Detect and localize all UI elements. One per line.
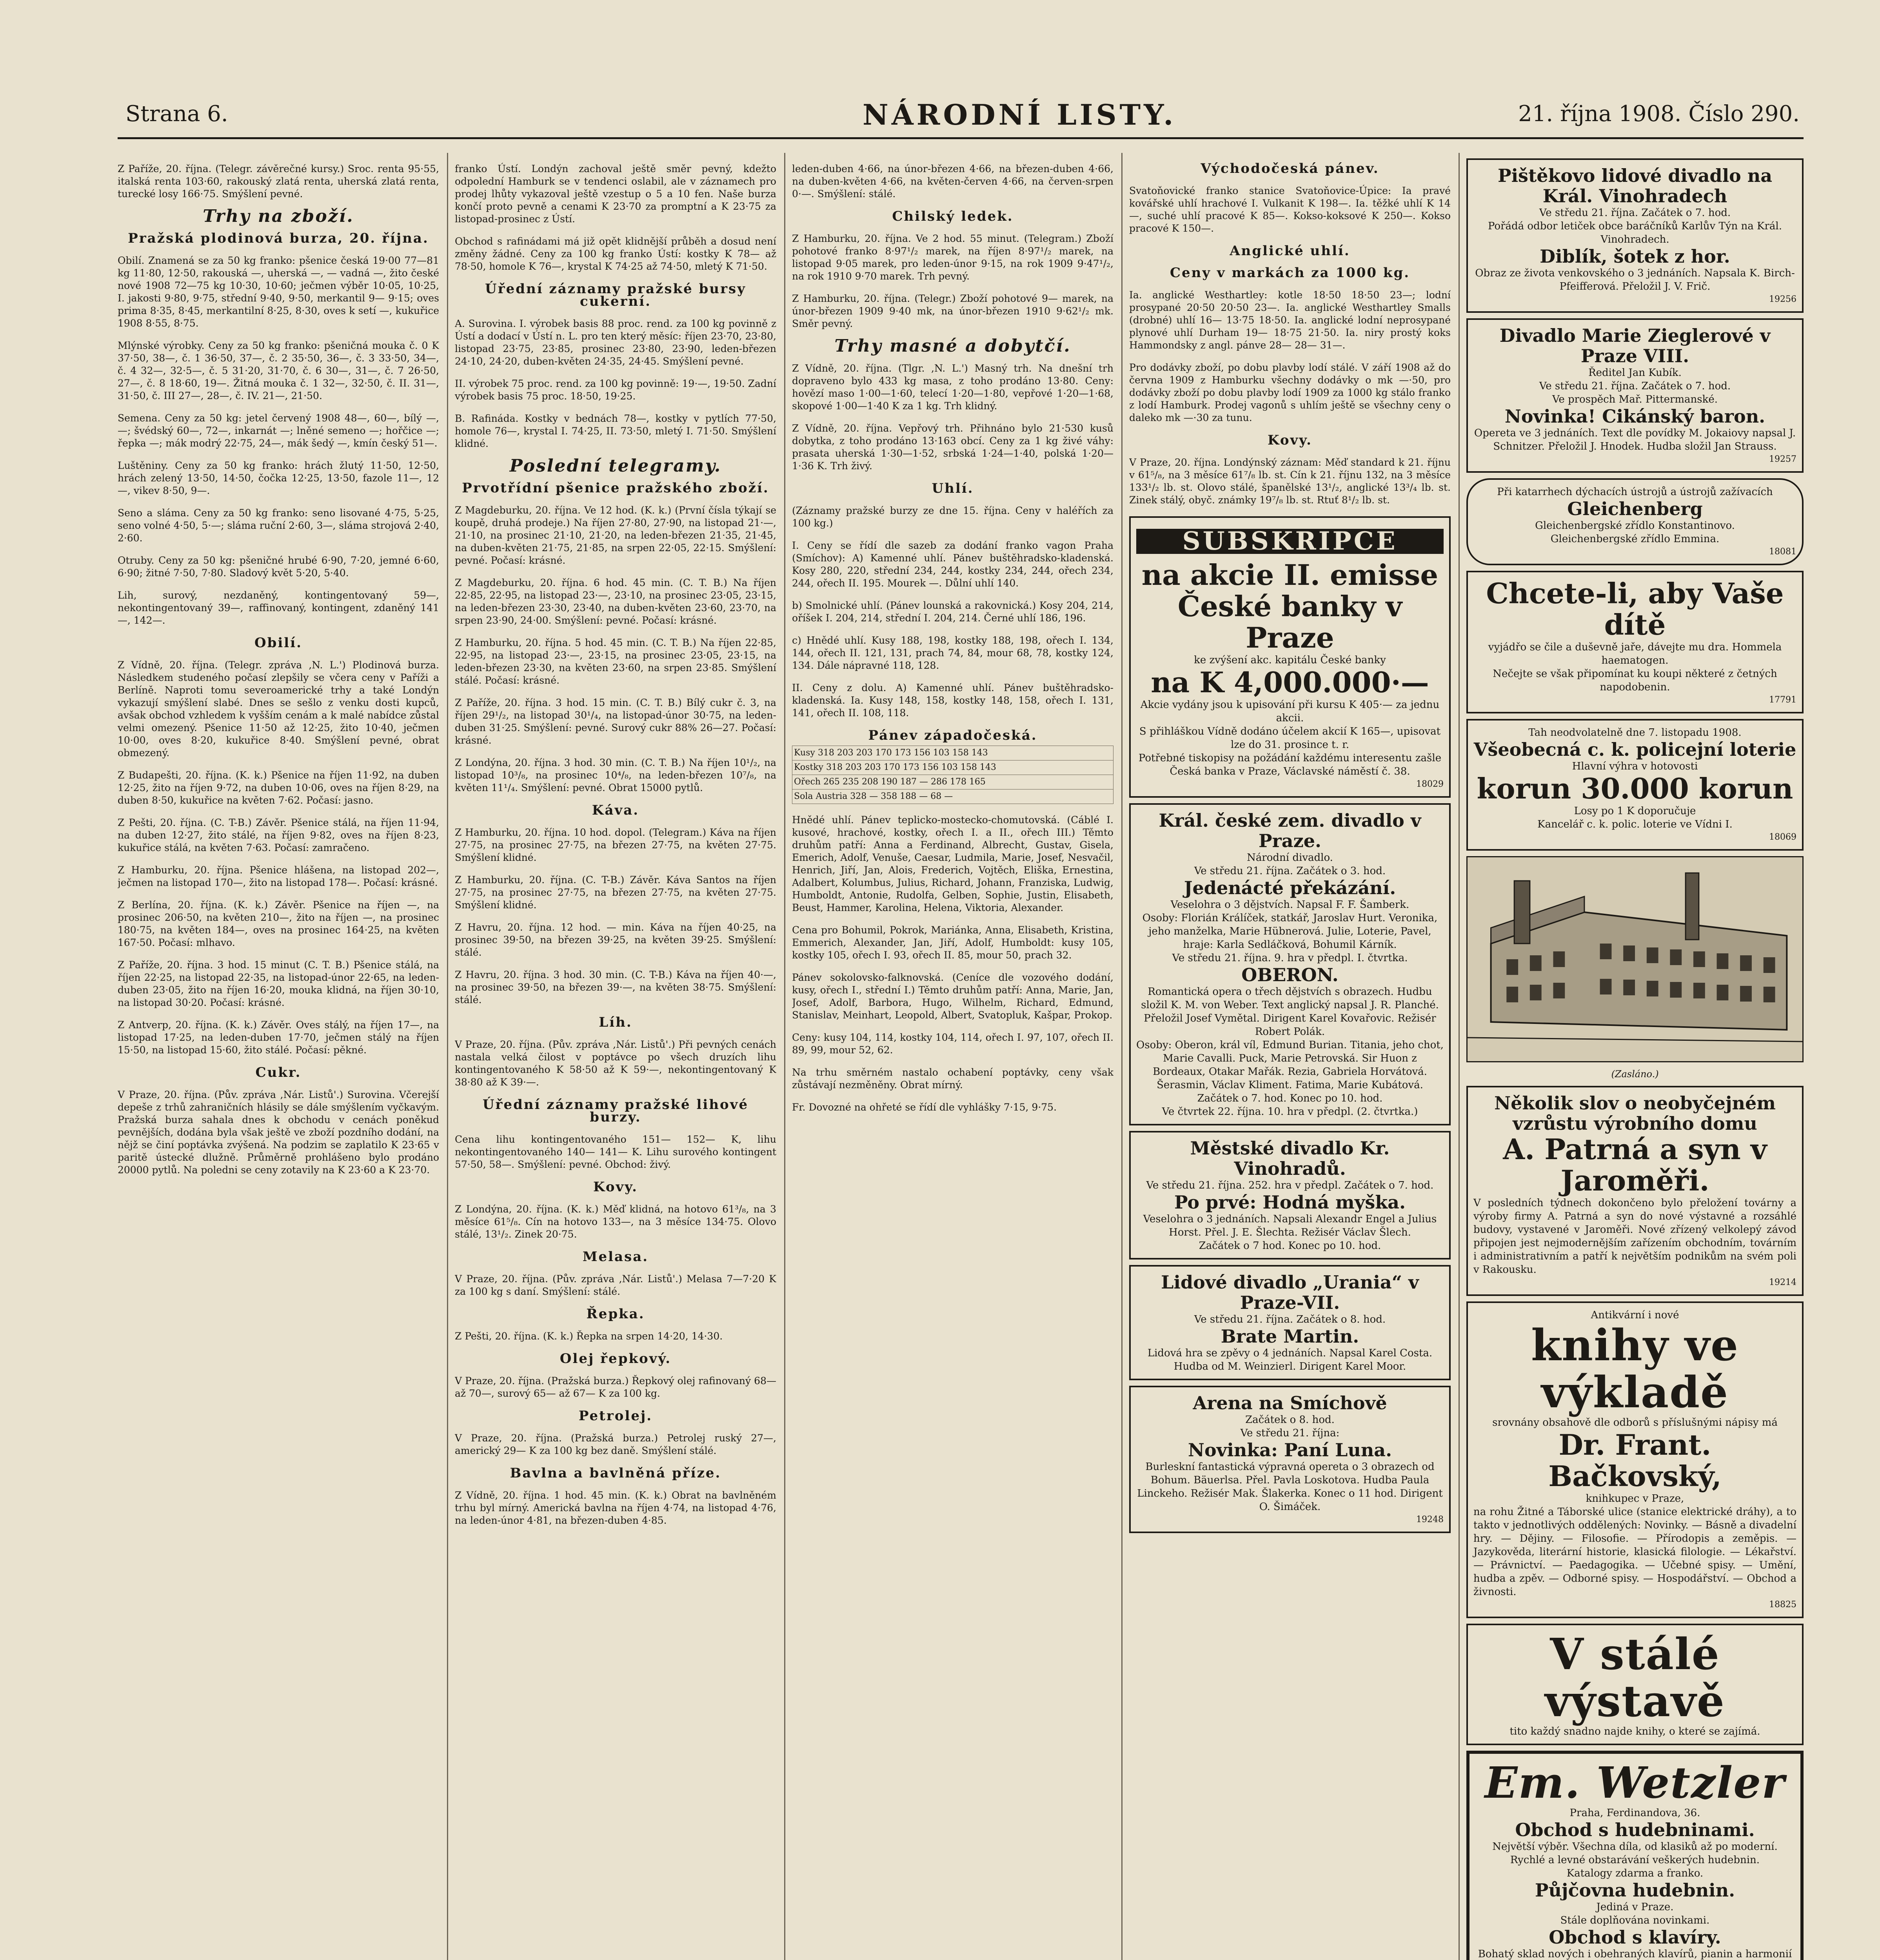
ad-number: 18029 (1416, 779, 1444, 789)
masthead (118, 94, 1804, 139)
ad-text: Stále doplňována novinkami. (1560, 1915, 1710, 1926)
ad-amount: korun 30.000 korun (1477, 772, 1793, 805)
market-report: Z Hamburku, 20. října. 5 hod. 45 min. (C. T. B.) Na říjen 22·85, 22·95, na listopad 23·—, 23·15, na prosinec 23·05, 23·15, na leden-březen 23·30, na květen 23·60, na srpen 23·85. Smýšlení stálé. Počasí: krásné. (455, 637, 776, 686)
ad-text: Národní divadlo. (1247, 852, 1333, 864)
spring-water-ad (1466, 478, 1804, 565)
table-cell: Ořech 265 235 208 190 187 — 286 178 165 (792, 775, 1113, 789)
section-heading: Olej řepkový. (559, 1351, 672, 1367)
factory-ad (1466, 1086, 1804, 1296)
theatre-ad (1129, 1386, 1451, 1533)
ad-number: 19248 (1416, 1515, 1444, 1524)
ad-text: Začátek o 8. hod. (1245, 1414, 1335, 1426)
ad-text: Ve středu 21. října. Začátek o 7. hod. (1539, 380, 1731, 392)
ad-number: 19256 (1769, 294, 1796, 304)
ad-text: Burleskní fantastická výpravná opereta o 3 obrazech od Bohum. Bäuerlsa. Přel. Pavla Loskotova. Hudba Paula Linckeho. Režisér Mak. Šlakerka. Konec o 11 hod. Dirigent O. Šimáček. (1137, 1461, 1443, 1513)
section-heading: Poslední telegramy. (509, 456, 722, 476)
section-heading: Pánev západočeská. (868, 728, 1037, 743)
ad-title: Lidové divadlo „Urania“ v Praze-VII. (1161, 1272, 1419, 1313)
market-report: I. Ceny se řídí dle sazeb za dodání franko vagon Praha (Smíchov): A) Kamenné uhlí. Pánev buštěhradsko-kladenská. Kosy 280, 220, střední 234, 244, kostky 234, 244, ořech 234, 244, ořech II. 195. Mourek —. Důlní uhlí 140. (792, 540, 1113, 589)
market-report: Z Paříže, 20. října. 3 hod. 15 minut (C. T. B.) Pšenice stálá, na říjen 22·25, na listopad 22·35, na listopad-únor 22·65, na leden-duben 23·05, žito na říjen 16·20, mouka klidná, na říjen 30·10, na listopad 30·20. Počasí: krásné. (118, 959, 439, 1008)
market-report: Hnědé uhlí. Pánev teplicko-mostecko-chomutovská. (Cáblé I. kusové, hrachové, kostky, ořech I. a II., ořech III.) Těmto druhům patří: Anna a Ferdinand, Albrecht, Gustav, Gisela, Emerich, Adolf, Venuše, Caesar, Ludmila, Marie, Josef, Nesvačil, Henrich, Jiří, Jan, Alois, Frederich, Vojtěch, Eliška, Ernestina, Adalbert, Kolumbus, Julius, Richard, Johann, Franziska, Ludwig, Humboldt, Antonie, Rudolfa, Gelben, Sophie, Justin, Elisabeth, Beust, Hammer, Karolina, Helena, Viktoria, Alexander. (792, 814, 1113, 913)
market-report: Z Magdeburku, 20. října. Ve 12 hod. (K. k.) (První čísla týkají se koupě, druhá prodeje.) Na říjen 27·80, 27·90, na listopad 21·—, 21·10, na prosinec 21·10, 21·20, na leden-březen 21·35, 21·45, na duben-květen 21·75, 21·85, na srpen 22·05, 22·15. Smýšlení: pevné. Počasí: krásné. (455, 505, 776, 566)
market-report: Z Londýna, 20. října. (K. k.) Měď klidná, na hotovo 61³/₈, na 3 měsíce 61⁵/₈. Cín na hotovo 133—, na 3 měsíce 134·75. Olovo stálé, 13¹/₂. Zinek 20·75. (455, 1203, 776, 1240)
bookshop-ad (1466, 1301, 1804, 1618)
ad-play-title: Brate Martin. (1221, 1326, 1359, 1347)
market-report: Z Hamburku, 20. října. 10 hod. dopol. (Telegram.) Káva na říjen 27·75, na prosinec 27·75, na březen 27·75, na květen 27·75. Smýšlení klidné. (455, 827, 776, 863)
ad-text: Katalogy zdarma a franko. (1566, 1867, 1704, 1879)
ad-title: Pištěkovo lidové divadlo na Král. Vinohradech (1497, 165, 1773, 207)
market-report: Z Paříže, 20. října. 3 hod. 15 min. (C. T. B.) Bílý cukr č. 3, na říjen 29¹/₂, na listopad 30¹/₄, na listopad-únor 30·75, na leden-duben 31·25. Smýšlení: pevné. Surový cukr 88% 26—27. Počasí: krásné. (455, 697, 776, 746)
column-3 (792, 153, 1113, 1960)
ad-text: tito každý snadno najde knihy, o které se zajímá. (1509, 1726, 1760, 1737)
ad-title: České banky v Praze (1177, 590, 1402, 654)
column-rule (1121, 153, 1123, 1960)
ad-text: Tah neodvolatelně dne 7. listopadu 1908. (1528, 727, 1742, 739)
ad-number: 18081 (1769, 547, 1796, 557)
market-report: Z Berlína, 20. října. (K. k.) Závěr. Pšenice na říjen —, na prosinec 206·50, na květen 210—, žito na říjen —, na prosinec 180·75, na květen 184—, oves na prosinec 164·25, na květen 167·50. Počasí: mlhavo. (118, 899, 439, 948)
ad-firm: Dr. Frant. Bačkovský, (1548, 1428, 1722, 1493)
table-row (792, 746, 1113, 760)
market-report: Seno a sláma. Ceny za 50 kg franko: seno lisované 4·75, 5·25, seno volné 4·50, 5·—; sláma ruční 2·60, 3—, sláma strojová 2·40, 2·60. (118, 507, 439, 544)
market-report: Z Pešti, 20. října. (C. T-B.) Závěr. Pšenice stálá, na říjen 11·94, na duben 12·27, žito stálé, na říjen 9·82, oves na říjen 8·23, kukuřice stálá, na květen 7·63. Počasí: zamračeno. (118, 817, 439, 853)
ad-text: Ředitel Jan Kubík. (1588, 367, 1682, 379)
column-rule (784, 153, 785, 1960)
ad-play-title: Novinka! Cikánský baron. (1504, 406, 1766, 427)
section-heading: Kovy. (593, 1179, 638, 1195)
market-report: Z Paříže, 20. října. (Telegr. závěrečné kursy.) Sroc. renta 95·55, italská renta 103·60, rakouský zlatá renta, uherská zlatá renta, turecké losy 166·75. Smýšlení pevné. (118, 163, 439, 200)
market-report: Obilí. Znamená se za 50 kg franko: pšenice česká 19·00 77—81 kg 11·80, 12·50, rakouská —, uherská —, — vadná —, žito české nové 1908 72—75 kg 10·30, 10·60; ječmen výběr 10·05, 10·25, I. jakosti 9·80, 9·75, střední 9·40, 9·50, merkantil 9— 9·15; oves prima 8·35, 8·45, merkantilní 8·25, 8·30, oves k setí —, kukuřice 1908 8·55, 8·75. (118, 255, 439, 329)
market-report: II. Ceny z dolu. A) Kamenné uhlí. Pánev buštěhradsko-kladenská. Ia. Kusy 148, 158, kostky 148, 158, ořech I. 131, 141, ořech II. 108, 118. (792, 682, 1113, 719)
market-report: Mlýnské výrobky. Ceny za 50 kg franko: pšeničná mouka č. 0 K 37·50, 38—, č. 1 36·50, 37—, č. 2 35·50, 36—, č. 3 33·50, 34—, č. 4 32—, 32·5—, č. 5 31·20, 31·70, č. 6 30—, 31—, č. 7 26·50, 27—, č. 8 18·60, 19—. Žitná mouka č. 1 32—, 32·50, č. II. 31—, 31·50, č. III 27—, 28—, č. IV. 21—, 21·50. (118, 340, 439, 401)
ad-amount: na K 4,000.000·— (1151, 666, 1429, 699)
market-report: Z Hamburku, 20. října. (Telegr.) Zboží pohotové 9— marek, na únor-březen 1909 9·40 mk, na únor-březen 1910 9·62¹/₂ mk. Směr pevný. (792, 293, 1113, 329)
ad-title: na akcie II. emisse (1141, 558, 1439, 592)
column-rule (1459, 153, 1460, 1960)
lottery-ad (1466, 719, 1804, 851)
market-report: Obchod s rafinádami má již opět klidnější průběh a dosud není změny žádné. Ceny za 100 kg franko Ústí: kostky K 78— až 78·50, homole K 76—, krystal K 74·25 až 74·50, mletý K 71·50. (455, 236, 776, 272)
section-heading: Líh. (599, 1014, 632, 1030)
ad-text: vyjádřo se čile a duševně jaře, dávejte mu dra. Hommela haematogen. (1488, 641, 1782, 666)
ad-text: Ve čtvrtek 22. října. 10. hra v předpl. (2. čtvrtka.) (1162, 1106, 1418, 1118)
ad-text: Losy po 1 K doporučuje (1574, 805, 1696, 817)
section-heading: Chilský ledek. (892, 209, 1014, 224)
market-report: V Praze, 20. října. (Pův. zpráva ,Nár. Listů'.) Při pevných cenách nastala velká čilost v poptávce po všech druzích lihu kontingentovaného K 58·50 až K 59·—, nekontingentovaný K 38·80 až K 39·—. (455, 1039, 776, 1088)
market-report: Na trhu směrném nastalo ochabení poptávky, ceny však zůstávají nezměněny. Obrat mírný. (792, 1067, 1113, 1091)
table-cell: Kostky 318 203 203 170 173 156 103 158 143 (792, 760, 1113, 775)
market-report: Svatoňovické franko stanice Svatoňovice-Úpice: Ia pravé kovářské uhlí hrachové I. Vulkanit K 198—. Ia. těžké uhlí K 14—, suché uhlí pracové K 85—. Kokso-koksové K 250—. Kokso pracové K 150—. (1129, 185, 1451, 234)
ad-title: Několik slov o neobyčejném vzrůstu výrobního domu (1494, 1093, 1776, 1134)
ad-number: 18069 (1769, 832, 1796, 842)
market-report: Z Vídně, 20. října. Vepřový trh. Přihnáno bylo 21·530 kusů dobytka, z toho prodáno 13·163 obcí. Ceny za 1 kg živé váhy: prasata uherská 1·30—1·52, srbská 1·24—1·40, polská 1·20—1·36 K. Trh živý. (792, 423, 1113, 472)
section-heading: Východočeská pánev. (1201, 161, 1379, 176)
ad-text: Potřebné tiskopisy na požádání každému interesentu zašle Česká banka v Praze, Václavské náměstí č. 38. (1138, 752, 1442, 777)
market-report: V Praze, 20. října. (Pův. zpráva ,Nár. Listů'.) Melasa 7—7·20 K za 100 kg s daní. Smýšlení: stálé. (455, 1273, 776, 1297)
ad-text: Nečejte se však připomínat ku koupi některé z četných napodobenin. (1493, 668, 1777, 693)
ad-text: V posledních týdnech dokončeno bylo přeložení továrny a výroby firmy A. Patrná a syn do nové výstavné a rozsáhlé budovy, vystavené v Jaroměři. Nové zřízený velkolepý závod připojen jest nejmodernějším zařízením obchodním, továrním i administrativním a patří k největším podnikům na svém poli v Rakousku. (1473, 1197, 1796, 1276)
newspaper-page (118, 94, 1804, 1960)
market-report: Z Pešti, 20. října. (K. k.) Řepka na srpen 14·20, 14·30. (455, 1330, 723, 1342)
ad-number: 17791 (1769, 695, 1796, 705)
ad-title: V stálé výstavě (1545, 1629, 1725, 1726)
theatre-ad (1466, 158, 1804, 313)
section-heading: Bavlna a bavlněná příze. (510, 1465, 721, 1481)
table-row (792, 789, 1113, 804)
page-number: Strana 6. (125, 101, 228, 127)
market-report: Luštěniny. Ceny za 50 kg franko: hrách žlutý 11·50, 12·50, hrách zelený 13·50, 14·50, čočka 12·25, 13·50, fazole 11—, 12—, vikev 8·50, 9—. (118, 460, 439, 496)
ad-text: Ve středu 21. října: (1240, 1427, 1340, 1439)
table-row (792, 760, 1113, 775)
ad-play-title: Po prvé: Hodná myška. (1174, 1192, 1406, 1213)
market-report: (Záznamy pražské burzy ze dne 15. října. Ceny v haléřích za 100 kg.) (792, 505, 1113, 529)
ad-title: Gleichenberg (1567, 498, 1703, 519)
subsection-heading: Pražská plodinová burza, 20. října. (128, 230, 429, 246)
section-heading: Melasa. (582, 1249, 649, 1265)
ad-text: Začátek o 7. hod. Konec po 10. hod. (1197, 1093, 1383, 1104)
section-heading: Kovy. (1268, 432, 1312, 448)
section-heading: Řepka. (586, 1306, 645, 1322)
ad-text: ke zvýšení akc. kapitálu České banky (1194, 654, 1386, 666)
ad-text: srovnány obsahově dle odborů s příslušnými nápisy má (1492, 1417, 1778, 1428)
ad-text: Ve středu 21. října. Začátek o 7. hod. (1539, 207, 1731, 219)
ad-text: Největší výběr. Všechna díla, od klasiků až po moderní. Rychlé a levné obstarávání veškerých hudebnin. (1492, 1841, 1778, 1866)
ad-text: Opereta ve 3 jednáních. Text dle povídky M. Jokaiovy napsal J. Schnitzer. Přeložil J. Hnodek. Hudba složil Jan Strauss. (1474, 427, 1796, 452)
newspaper-title: NÁRODNÍ LISTY. (863, 98, 1177, 131)
market-report: Z Vídně, 20. října. (Telegr. zpráva ,N. L.') Plodinová burza. Následkem studeného počasí zlepšily se včera ceny v Paříži a Berlíně. Naproti tomu severoamerické trhy a také Londýn vykazují smýšlení slabé. Dnes se sešlo z venku dosti kupců, avšak obchod vzhledem k vyšším cenám a k malé nabídce zůstal velmi omezený. Pšenice 11·50 až 12·25, žito 10·40, ječmen 10·00, oves 8·20, kukuřice 8·40. Smýšlení pevné, obrat obmezený. (118, 659, 439, 759)
ad-text: Antikvární i nové (1591, 1309, 1679, 1321)
ad-text: Začátek o 7 hod. Konec po 10. hod. (1199, 1240, 1381, 1252)
ad-heading: Obchod s hudebninami. (1515, 1819, 1755, 1840)
market-report: B. Rafináda. Kostky v bednách 78—, kostky v pytlích 77·50, homole 76—, krystal I. 74·25, II. 73·50, mletý I. 71·50. Smýšlení klidné. (455, 413, 776, 449)
section-heading: Káva. (592, 802, 639, 818)
section-heading: Trhy masné a dobytčí. (834, 336, 1071, 356)
section-heading: Petrolej. (578, 1408, 653, 1424)
market-report: Pro dodávky zboží, po dobu plavby lodí stálé. V září 1908 až do června 1909 z Hamburku všechny dodávky o mk —·50, pro dodávky zboží po dobu plavby lodí 1909 za 1000 kg stálo franko z lodí Hamburk. Prodej vagonů s uhlím ještě se všechny ceny o daleko mk —·30 za tunu. (1129, 362, 1451, 423)
ad-text: Praha, Ferdinandova, 36. (1569, 1807, 1700, 1819)
footnote: Fr. Dovozné na ohřeté se řídí dle vyhlášky 7·15, 9·75. (792, 1102, 1057, 1113)
section-heading: Úřední záznamy pražské bursy cukerní. (485, 281, 746, 309)
market-report: Z Hamburku, 20. října. Ve 2 hod. 55 minut. (Telegram.) Zboží pohotové franko 8·97¹/₂ marek, na říjen 8·97¹/₂ marek, na listopad 9·05 marek, pro leden-únor 9·15, na rok 1909 9·47¹/₂, na rok 1910 9·70 marek. Trh pevný. (792, 233, 1113, 282)
market-report: Z Havru, 20. října. 3 hod. 30 min. (C. T-B.) Káva na říjen 40·—, na prosinec 39·50, na březen 39·—, na květen 38·75. Smýšlení: stálé. (455, 969, 776, 1005)
ad-text: na rohu Žitné a Táborské ulice (stanice elektrické dráhy), a to takto v jednotlivých oddělených: Novinky. — Básně a divadelní hry. — Dějiny. — Filosofie. — Přírodopis a zeměpis. — Jazykověda, literární historie, klasická filologie. — Lékařství. — Právnictví. — Paedagogika. — Učebné spisy. — Umění, hudba a zpěv. — Odborné spisy. — Hospodářství. — Obchod a živnosti. (1473, 1506, 1796, 1598)
market-report: V Praze, 20. října. Londýnský záznam: Měď standard k 21. říjnu v 61⁵/₈, na 3 měsíce 61⁷/₈ lb. st. Cín k 21. říjnu 132, na 3 měsíce 133¹/₂ lb. st. Olovo stálé, španělské 13¹/₂, anglické 13³/₄ lb. st. Zinek stálý, obyč. známky 19⁷/₈ lb. st. Rtuť 8¹/₂ lb. st. (1129, 457, 1451, 506)
exhibition-ad (1466, 1624, 1804, 1745)
ad-play-title: Novinka: Paní Luna. (1188, 1439, 1392, 1461)
ad-title: knihy ve výkladě (1531, 1320, 1739, 1417)
market-report: Z Magdeburku, 20. října. 6 hod. 45 min. (C. T. B.) Na říjen 22·85, 22·95, na listopad 23·—, 23·10, na prosinec 23·05, 23·15, na leden-březen 23·30, 23·40, na duben-květen 23·60, 23·70, na srpen 23·90, 24·00. Smýšlení: pevné. Počasí: krásné. (455, 577, 776, 626)
ad-text: Ve středu 21. října. Začátek o 3. hod. (1194, 865, 1386, 877)
table-row (792, 775, 1113, 789)
subsection-heading: Úřední záznamy pražské lihové burzy. (482, 1097, 749, 1125)
market-report: Z Hamburku, 20. října. Pšenice hlášena, na listopad 202—, ječmen na listopad 170—, žito na listopad 178—. Počasí: krásné. (118, 864, 439, 888)
ad-text: Akcie vydány jsou k upisování při kursu K 405·— za jednu akcii. (1140, 699, 1440, 724)
ad-text: Při katarrhech dýchacích ústrojů a ústrojů zažívacích (1497, 486, 1773, 498)
ad-text: Ve středu 21. října. 9. hra v předpl. I. čtvrtka. (1172, 952, 1408, 964)
ad-text: Gleichenbergské zřídlo Konstantinovo. (1535, 520, 1735, 532)
market-report: Z Havru, 20. října. 12 hod. — min. Káva na říjen 40·25, na prosinec 39·50, na březen 39·25, na květen 39·25. Smýšlení: stálé. (455, 922, 776, 958)
ad-title: Král. české zem. divadlo v Praze. (1159, 810, 1421, 851)
section-heading: Trhy na zboží. (203, 206, 354, 226)
market-report: Lih, surový, nezdaněný, kontingentovaný 59—, nekontingentovaný 39—, raffinovaný, kontingent, zdaněný 141—, 142—. (118, 590, 439, 626)
bank-subscription-ad (1129, 516, 1451, 798)
ad-title: Všeobecná c. k. policejní loterie (1473, 739, 1796, 760)
ad-text: Bohatý sklad nových i obehraných klavírů, pianin a harmonií (1478, 1948, 1792, 1960)
ad-number: 19214 (1769, 1278, 1796, 1287)
market-report: V Praze, 20. října. (Pražská burza.) Petrolej ruský 27—, americký 29— K za 100 kg bez daně. Smýšlení stálé. (455, 1432, 776, 1456)
ad-heading: Půjčovna hudebnin. (1535, 1880, 1735, 1901)
market-report: Ceny: kusy 104, 114, kostky 104, 114, ořech I. 97, 107, ořech II. 89, 99, mour 52, 62. (792, 1032, 1113, 1056)
ad-caption: (Zasláno.) (1611, 1069, 1659, 1080)
factory-building-icon (1468, 857, 1802, 1061)
ad-text: S přihláškou Vídně dodáno účelem akcií K 165—, upisovat lze do 31. prosince t. r. (1139, 726, 1441, 751)
ad-text: Pořádá odbor letiček obce baráčníků Karlův Týn na Král. Vinohradech. (1488, 220, 1782, 245)
ad-firm: A. Patrná a syn v Jaroměři. (1503, 1132, 1767, 1197)
haematogen-ad (1466, 571, 1804, 713)
table-cell: Sola Austria 328 — 358 188 — 68 — (792, 789, 1113, 804)
ad-title: Divadlo Marie Zieglerové v Praze VIII. (1499, 325, 1771, 367)
column-rule (447, 153, 448, 1960)
market-report: V Praze, 20. října. (Pův. zpráva ,Nár. Listů'.) Surovina. Včerejší depeše z trhů zahraničních hlásily se dále smýšlením vyčkavým. Pražská burza sahala dnes k obchodu v cenách poněkud pevnějších, dodána byla však ještě ve zboží pozdního dodání, na nějž se činí poptávka zvýšená. Na podzim se zaplatilo K 23·65 v paritě ústecké dlužně. Průměrně prohlášeno bylo prodáno 20000 pytlů. Na poledni se ceny zotavily na K 23·60 a K 23·70. (118, 1089, 439, 1176)
market-report: Z Vídně, 20. října. (Tlgr. ,N. L.') Masný trh. Na dnešní trh dopraveno bylo 433 kg masa, z toho prodáno 13·80. Ceny: hovězí maso 1·00—1·60, telecí 1·20—1·80, vepřové 1·20—1·68, skopové 1·00—1·40 K za 1 kg. Trh klidný. (792, 363, 1113, 412)
music-shop-ad (1466, 1751, 1804, 1960)
ad-title: Arena na Smíchově (1193, 1392, 1387, 1414)
column-1 (118, 153, 439, 1960)
ad-text: Romantická opera o třech dějstvích s obrazech. Hudbu složil K. M. von Weber. Text anglický napsal J. R. Planché. Přeložil Josef Vymětal. Dirigent Karel Kovařovic. Režisér Robert Polák. (1141, 986, 1439, 1038)
ad-text: Osoby: Oberon, král víl, Edmund Burian. Titania, jeho chot, Marie Cavalli. Puck, Marie Petrovská. Sir Huon z Bordeaux, Otakar Mařák. Rezia, Gabriela Horvátová. Šerasmin, Václav Kliment. Fatima, Marie Kubátová. (1136, 1039, 1444, 1091)
ad-title: Chcete-li, aby Vaše dítě (1486, 577, 1784, 641)
market-report: V Praze, 20. října. (Pražská burza.) Řepkový olej rafinovaný 68— až 70—, surový 65— až 67— K za 100 kg. (455, 1375, 776, 1399)
ad-text: Veselohra o 3 dějstvích. Napsal F. F. Šamberk. (1170, 899, 1410, 911)
ad-text: Ve středu 21. října. 252. hra v předpl. Začátek o 7. hod. (1146, 1180, 1434, 1191)
ad-text: Jediná v Praze. (1596, 1901, 1674, 1913)
table-cell: Kusy 318 203 203 170 173 156 103 158 143 (792, 746, 1113, 760)
theatre-ad (1129, 1265, 1451, 1380)
section-heading: Uhlí. (932, 481, 974, 496)
ad-headline: SUBSKRIPCE (1136, 529, 1444, 554)
market-report: II. výrobek 75 proc. rend. za 100 kg povinně: 19·—, 19·50. Zadní výrobek basis 75 proc. 18·50, 19·25. (455, 378, 776, 402)
ad-heading: Obchod s klavíry. (1549, 1927, 1721, 1948)
ad-play-title: Diblík, šotek z hor. (1540, 246, 1730, 267)
subsection-heading: Ceny v markách za 1000 kg. (1170, 265, 1410, 281)
market-report: Pánev sokolovsko-falknovská. (Ceníce dle vozového dodání, kusy, ořech I., střední I.) Těmto druhům patří: Anna, Marie, Jan, Josef, Adolf, Barbora, Hugo, Wilhelm, Richard, Edmund, Stanislav, Meinhart, Leopold, Albert, Svatopluk, Kašpar, Prokop. (792, 972, 1113, 1021)
market-report: Ia. anglické Westhartley: kotle 18·50 18·50 23—; lodní prosypané 20·50 20·50 23—. Ia. anglické Westhartley Smalls (drobné) uhlí 16— 13·75 18·50. Ia. anglické lodní neprosypané plynové uhlí Durham 19— 18·75 21·50. Ia. niry prostý koks Hammondsky z angl. pánve 28— 28— 31—. (1129, 289, 1451, 351)
ad-title: Městské divadlo Kr. Vinohradů. (1190, 1138, 1390, 1179)
market-report: c) Hnědé uhlí. Kusy 188, 198, kostky 188, 198, ořech I. 134, 144, ořech II. 121, 131, prach 74, 84, mour 68, 78, kostky 124, 134. Dále nápravné 118, 128. (792, 635, 1113, 671)
market-report: A. Surovina. I. výrobek basis 88 proc. rend. za 100 kg povinně z Ústí a dodací v Ústí n. L. pro ten který měsíc: říjen 23·70, 23·80, listopad 23·75, 23·85, prosinec 23·80, 23·90, leden-březen 24·10, 24·20, duben-květen 24·35, 24·45. Smýšlení pevné. (455, 318, 776, 367)
market-report: b) Smolnické uhlí. (Pánev lounská a rakovnická.) Kosy 204, 214, oříšek I. 204, 214, střední I. 204, 214. Černé uhlí 186, 196. (792, 600, 1113, 624)
ad-text: Kancelář c. k. polic. loterie ve Vídni I. (1537, 818, 1733, 830)
ad-text: Obraz ze života venkovského o 3 jednáních. Napsala K. Birch-Pfeifferová. Přeložil J. V. Frič. (1475, 267, 1795, 292)
ad-text: knihkupec v Praze, (1586, 1493, 1684, 1504)
market-report: Z Hamburku, 20. října. (C. T-B.) Závěr. Káva Santos na říjen 27·75, na prosinec 27·75, na březen 27·75, na květen 27·75. Smýšlení klidné. (455, 874, 776, 911)
ad-text: Ve prospěch Mař. Pittermanské. (1552, 394, 1718, 405)
factory-illustration (1466, 856, 1804, 1062)
ad-title: Em. Wetzler (1484, 1757, 1786, 1808)
market-report: Z Vídně, 20. října. 1 hod. 45 min. (K. k.) Obrat na bavlněném trhu byl mírný. Americká bavlna na říjen 4·74, na listopad 4·76, na leden-únor 4·81, na březen-duben 4·85. (455, 1490, 776, 1526)
market-report: Z Budapešti, 20. října. (K. k.) Pšenice na říjen 11·92, na duben 12·25, žito na říjen 9·72, na duben 10·06, oves na říjen 8·29, na duben 8·50, kukuřice na květen 7·62. Počasí: jasno. (118, 769, 439, 806)
market-report: Z Londýna, 20. října. 3 hod. 30 min. (C. T. B.) Na říjen 10¹/₂, na listopad 10³/₈, na prosinec 10⁴/₈, na leden-březen 10⁷/₈, na květen 11¹/₄. Smýšlení: pevné. Obrat 15000 pytlů. (455, 757, 776, 793)
ad-text: Ve středu 21. října. Začátek o 8. hod. (1194, 1314, 1386, 1325)
ad-text: Lidová hra se zpěvy o 4 jednáních. Napsal Karel Costa. Hudba od M. Weinzierl. Dirigent Karel Moor. (1147, 1347, 1433, 1372)
market-report: Cena pro Bohumil, Pokrok, Mariánka, Anna, Elisabeth, Kristina, Emmerich, Alexander, Jan, Jiří, Adolf, Humboldt: kusy 105, kostky 105, ořech I. 93, ořech II. 85, mour 50, prach 32. (792, 924, 1113, 961)
ad-text: Veselohra o 3 jednáních. Napsali Alexandr Engel a Julius Horst. Přel. J. E. Šlechta. Režisér Václav Šlech. (1143, 1213, 1437, 1238)
section-heading: Obilí. (254, 635, 302, 651)
coal-price-table (792, 746, 1113, 804)
section-heading: Cukr. (255, 1065, 302, 1080)
ad-play-title: Jedenácté překázání. (1184, 877, 1396, 898)
section-heading: Anglické uhlí. (1230, 243, 1350, 259)
market-report: Otruby. Ceny za 50 kg: pšeničné hrubé 6·90, 7·20, jemné 6·60, 6·90; žitné 7·50, 7·80. Sladový květ 5·20, 5·40. (118, 555, 439, 579)
market-report: Semena. Ceny za 50 kg: jetel červený 1908 48—, 60—, bílý —, —; švédský 60—, 72—, inkarnát —; lněné semeno —; hořčice —; řepka —; mák modrý 22·75, 24—, mák šedý —, kmín český 51—. (118, 412, 439, 449)
market-report: leden-duben 4·66, na únor-březen 4·66, na březen-duben 4·66, na duben-květen 4·66, na květen-červen 4·66, na červen-srpen 0·—. Smýšlení: stálé. (792, 163, 1113, 200)
market-report: Z Antverp, 20. října. (K. k.) Závěr. Oves stálý, na říjen 17—, na listopad 17·25, na leden-duben 17·70, ječmen stálý na říjen 15·50, na listopad 15·60, žito stálé. Počasí: pěkné. (118, 1019, 439, 1056)
theatre-ad (1129, 1131, 1451, 1259)
issue-date: 21. října 1908. Číslo 290. (1518, 101, 1800, 127)
ad-play-title: OBERON. (1241, 964, 1339, 985)
theatre-ad (1129, 803, 1451, 1125)
ad-text: Osoby: Florián Králíček, statkář, Jaroslav Hurt. Veronika, jeho manželka, Marie Hübnerová. Julie, Loterie, Pavel, hraje: Karla Sedláčková, Bohumil Kárník. (1142, 912, 1438, 951)
column-4 (1129, 153, 1451, 1960)
ad-number: 18825 (1769, 1600, 1796, 1610)
ad-text: Gleichenbergské zřídlo Emmina. (1550, 533, 1720, 545)
subsection-heading: Prvotřídní pšenice pražského zboží. (462, 480, 769, 496)
ad-text: Hlavní výhra v hotovosti (1572, 760, 1698, 772)
theatre-ad (1466, 318, 1804, 473)
column-5 (1466, 153, 1804, 1960)
market-report: franko Ústí. Londýn zachoval ještě směr pevný, kdežto odpolední Hamburk se v tendenci oslabil, ale v záznamech pro prodej lhůty vykazoval ještě vzestup o 5 a 10 fen. Naše burza končí proto pevně a cenami K 23·70 za promptní a K 23·75 za listopad-prosinec z Ústí. (455, 163, 776, 225)
column-2 (455, 153, 776, 1960)
market-report: Cena lihu kontingentovaného 151— 152— K, lihu nekontingentovaného 140— 141— K. Lihu surového kontingent 57·50, 58—. Smýšlení: pevné. Obchod: živý. (455, 1134, 776, 1170)
ad-number: 19257 (1769, 454, 1796, 464)
